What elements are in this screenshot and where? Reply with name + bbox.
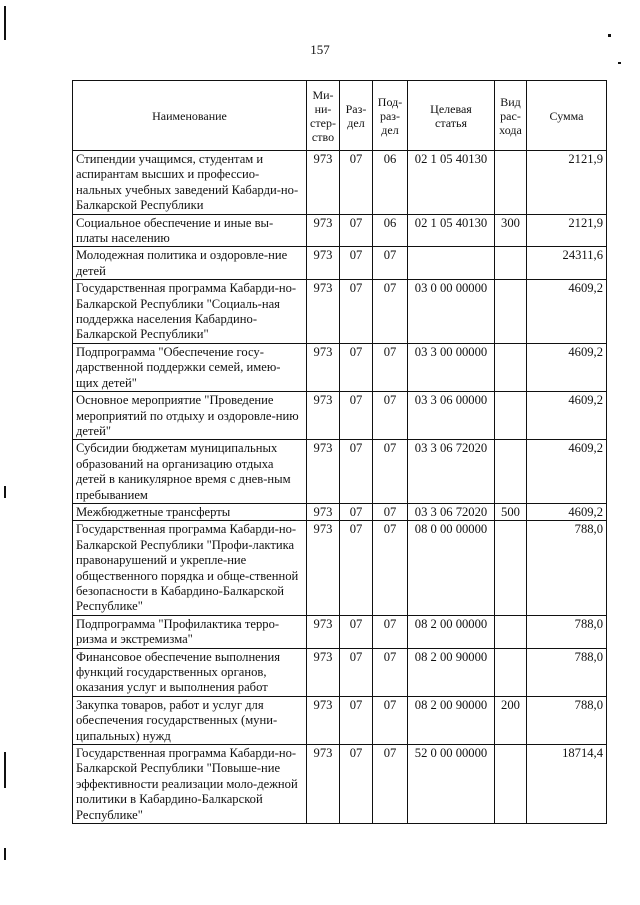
- table-row: [73, 247, 607, 280]
- row-subsection: 07: [373, 343, 408, 391]
- row-expense-type: [495, 247, 527, 280]
- row-target: 08 2 00 90000: [408, 696, 495, 744]
- row-section: 07: [340, 503, 373, 520]
- row-section: 07: [340, 615, 373, 648]
- row-target: 03 3 06 00000: [408, 392, 495, 440]
- row-target: [408, 247, 495, 280]
- row-expense-type: [495, 648, 527, 696]
- row-section: 07: [340, 280, 373, 344]
- row-target: 08 2 00 00000: [408, 615, 495, 648]
- row-amount: 18714,4: [527, 745, 607, 824]
- row-expense-type: 200: [495, 696, 527, 744]
- row-amount: 788,0: [527, 696, 607, 744]
- row-name: Стипендии учащимся, студентам и аспирантам высших и профессио-нальных учебных заведений Кабарди-но-Балкарской Республики: [73, 151, 307, 215]
- row-ministry: 973: [307, 521, 340, 615]
- row-target: 03 3 06 72020: [408, 440, 495, 504]
- row-expense-type: 300: [495, 214, 527, 247]
- row-target: 52 0 00 00000: [408, 745, 495, 824]
- row-ministry: 973: [307, 214, 340, 247]
- row-name: Государственная программа Кабарди-но-Балкарской Республики "Повыше-ние эффективности реализации моло-дежной политики в Кабардино-Балкарской Республике": [73, 745, 307, 824]
- row-ministry: 973: [307, 247, 340, 280]
- row-subsection: 07: [373, 392, 408, 440]
- row-name: Закупка товаров, работ и услуг для обеспечения государственных (муни-ципальных) нужд: [73, 696, 307, 744]
- row-target: 02 1 05 40130: [408, 214, 495, 247]
- page-number: 157: [310, 42, 330, 57]
- header-amount: Сумма: [527, 81, 607, 151]
- row-ministry: 973: [307, 280, 340, 344]
- row-subsection: 07: [373, 521, 408, 615]
- row-amount: 788,0: [527, 648, 607, 696]
- row-ministry: 973: [307, 392, 340, 440]
- row-ministry: 973: [307, 696, 340, 744]
- table-row: [73, 521, 607, 615]
- row-ministry: 973: [307, 648, 340, 696]
- row-expense-type: 500: [495, 503, 527, 520]
- row-amount: 2121,9: [527, 151, 607, 215]
- row-target: 02 1 05 40130: [408, 151, 495, 215]
- row-amount: 4609,2: [527, 440, 607, 504]
- row-name: Государственная программа Кабарди-но-Балкарской Республики "Профи-лактика правонарушений и укрепле-ние общественного порядка и обще-ственной безопасности в Кабардино-Балкарской Республике": [73, 521, 307, 615]
- row-subsection: 07: [373, 503, 408, 520]
- row-subsection: 07: [373, 440, 408, 504]
- row-section: 07: [340, 151, 373, 215]
- row-subsection: 06: [373, 214, 408, 247]
- row-section: 07: [340, 440, 373, 504]
- row-subsection: 07: [373, 648, 408, 696]
- row-name: Государственная программа Кабарди-но-Балкарской Республики "Социаль-ная поддержка населения Кабардино-Балкарской Республики": [73, 280, 307, 344]
- scan-mark: [618, 62, 621, 64]
- header-section: Раз- дел: [340, 81, 373, 151]
- table-row: [73, 503, 607, 520]
- row-ministry: 973: [307, 745, 340, 824]
- row-section: 07: [340, 521, 373, 615]
- table-row: [73, 696, 607, 744]
- scan-mark: [608, 34, 611, 37]
- row-expense-type: [495, 521, 527, 615]
- budget-table: [72, 80, 607, 824]
- header-ministry: Ми- ни- стер- ство: [307, 81, 340, 151]
- row-section: 07: [340, 648, 373, 696]
- table-row: [73, 440, 607, 504]
- row-target: 03 3 00 00000: [408, 343, 495, 391]
- row-ministry: 973: [307, 151, 340, 215]
- table-header-row: [73, 81, 607, 151]
- row-name: Молодежная политика и оздоровле-ние детей: [73, 247, 307, 280]
- row-subsection: 07: [373, 745, 408, 824]
- row-name: Финансовое обеспечение выполнения функций государственных органов, оказания услуг и выполнения работ: [73, 648, 307, 696]
- row-target: 03 3 06 72020: [408, 503, 495, 520]
- row-subsection: 07: [373, 615, 408, 648]
- row-name: Социальное обеспечение и иные вы-платы населению: [73, 214, 307, 247]
- row-expense-type: [495, 745, 527, 824]
- row-name: Подпрограмма "Профилактика терро-ризма и экстремизма": [73, 615, 307, 648]
- row-expense-type: [495, 392, 527, 440]
- row-subsection: 06: [373, 151, 408, 215]
- row-section: 07: [340, 392, 373, 440]
- row-amount: 4609,2: [527, 280, 607, 344]
- header-target: Целевая статья: [408, 81, 495, 151]
- row-expense-type: [495, 440, 527, 504]
- row-name: Субсидии бюджетам муниципальных образований на организацию отдыха детей в каникулярное время с днев-ным пребыванием: [73, 440, 307, 504]
- row-section: 07: [340, 247, 373, 280]
- row-ministry: 973: [307, 503, 340, 520]
- row-expense-type: [495, 280, 527, 344]
- row-section: 07: [340, 214, 373, 247]
- table-row: [73, 648, 607, 696]
- table-row: [73, 745, 607, 824]
- table-row: [73, 615, 607, 648]
- table-row: [73, 343, 607, 391]
- row-expense-type: [495, 151, 527, 215]
- row-section: 07: [340, 696, 373, 744]
- table-body: [73, 151, 607, 824]
- row-section: 07: [340, 745, 373, 824]
- table-row: [73, 151, 607, 215]
- row-name: Основное мероприятие "Проведение мероприятий по отдыху и оздоровле-нию детей": [73, 392, 307, 440]
- row-amount: 788,0: [527, 521, 607, 615]
- row-ministry: 973: [307, 343, 340, 391]
- table-row: [73, 214, 607, 247]
- row-amount: 4609,2: [527, 503, 607, 520]
- row-section: 07: [340, 343, 373, 391]
- header-subsection: Под- раз- дел: [373, 81, 408, 151]
- row-target: 08 0 00 00000: [408, 521, 495, 615]
- row-amount: 2121,9: [527, 214, 607, 247]
- row-subsection: 07: [373, 280, 408, 344]
- scan-mark: [4, 6, 6, 40]
- row-amount: 788,0: [527, 615, 607, 648]
- row-subsection: 07: [373, 247, 408, 280]
- row-target: 03 0 00 00000: [408, 280, 495, 344]
- header-expense-type: Вид рас- хода: [495, 81, 527, 151]
- row-expense-type: [495, 615, 527, 648]
- row-target: 08 2 00 90000: [408, 648, 495, 696]
- row-name: Межбюджетные трансферты: [73, 503, 307, 520]
- scan-mark: [4, 752, 6, 788]
- row-ministry: 973: [307, 440, 340, 504]
- table-row: [73, 280, 607, 344]
- row-ministry: 973: [307, 615, 340, 648]
- row-name: Подпрограмма "Обеспечение госу-дарственной поддержки семей, имею-щих детей": [73, 343, 307, 391]
- row-amount: 24311,6: [527, 247, 607, 280]
- header-name: Наименование: [73, 81, 307, 151]
- table-row: [73, 392, 607, 440]
- scan-mark: [4, 848, 6, 860]
- row-expense-type: [495, 343, 527, 391]
- row-amount: 4609,2: [527, 343, 607, 391]
- scan-mark: [4, 486, 6, 498]
- row-amount: 4609,2: [527, 392, 607, 440]
- row-subsection: 07: [373, 696, 408, 744]
